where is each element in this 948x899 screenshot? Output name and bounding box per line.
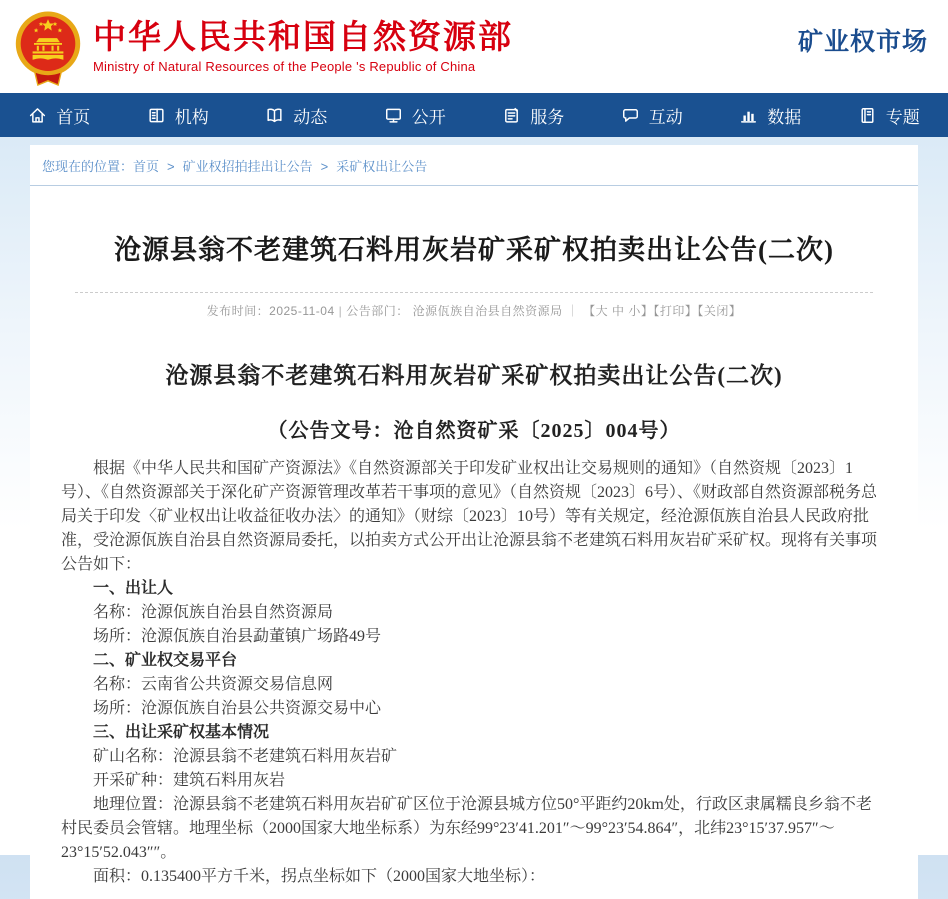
breadcrumb-separator: > — [167, 159, 175, 174]
nav-item-label: 互动 — [649, 103, 683, 128]
section-title: 矿业权市场 — [798, 22, 928, 58]
nav-item-topics[interactable] — [830, 93, 948, 137]
nav-item-label: 首页 — [56, 103, 90, 128]
home-icon — [28, 106, 47, 125]
breadcrumb-link-listing-notices[interactable]: 矿业权招拍挂出让公告 — [183, 159, 313, 174]
service-form-icon — [502, 106, 521, 125]
nav-item-label: 公开 — [412, 103, 446, 128]
nav-item-label: 服务 — [530, 103, 564, 128]
section-heading-seller: 一、出让人 — [61, 577, 887, 601]
site-subtitle: Ministry of Natural Resources of the People 's Republic of China — [93, 59, 513, 74]
nav-item-home[interactable] — [0, 93, 119, 137]
article-paragraph: 根据《中华人民共和国矿产资源法》《自然资源部关于印发矿业权出让交易规则的通知》（自然资规〔2023〕1号）、《自然资源部关于深化矿产资源管理改革若干事项的意见》（自然资规〔2023〕6号）、《财政部自然资源部税务总局关于印发〈矿业权出让收益征收办法〉的通知》（财综〔2023〕10号）等有关规定，经沧源佤族自治县人民政府批准，受沧源佤族自治县自然资源局委托，以拍卖方式公开出让沧源县翁不老建筑石料用灰岩矿采矿权。现将有关事项公告如下： — [61, 457, 887, 577]
meta-separator: | — [339, 304, 343, 318]
article-paragraph: 场所：沧源佤族自治县公共资源交易中心 — [61, 697, 887, 721]
nav-item-label: 动态 — [293, 103, 327, 128]
news-book-icon — [265, 106, 284, 125]
section-heading-basic-info: 三、出让采矿权基本情况 — [61, 721, 887, 745]
site-header — [0, 0, 948, 93]
nav-item-data[interactable] — [711, 93, 830, 137]
nav-item-label: 数据 — [767, 103, 801, 128]
site-title: 中华人民共和国自然资源部 — [93, 19, 513, 55]
nav-item-label: 专题 — [886, 103, 920, 128]
breadcrumb-link-home[interactable]: 首页 — [133, 159, 159, 174]
breadcrumb-link-current[interactable]: 采矿权出让公告 — [336, 159, 427, 174]
site-title-block — [93, 19, 513, 73]
article-paragraph: 面积：0.135400平方千米，拐点坐标如下（2000国家大地坐标）： — [61, 865, 887, 889]
chat-bubble-icon — [621, 106, 640, 125]
breadcrumb — [30, 145, 918, 186]
font-size-controls[interactable]: 【大 中 小】 — [583, 304, 653, 318]
nav-item-organization[interactable] — [119, 93, 238, 137]
topics-book-icon — [858, 106, 877, 125]
monitor-icon — [384, 106, 403, 125]
article-body — [30, 457, 918, 889]
nav-item-news[interactable] — [237, 93, 356, 137]
section-heading-platform: 二、矿业权交易平台 — [61, 649, 887, 673]
publish-time-label: 发布时间： — [207, 304, 270, 318]
dept-label: 公告部门： — [346, 304, 409, 318]
main-navbar — [0, 93, 948, 137]
article-title: 沧源县翁不老建筑石料用灰岩矿采矿权拍卖出让公告(二次) — [70, 357, 878, 390]
dept-value: 沧源佤族自治县自然资源局 — [413, 304, 563, 318]
page-title: 沧源县翁不老建筑石料用灰岩矿采矿权拍卖出让公告(二次) — [70, 228, 878, 267]
close-button[interactable]: 【关闭】 — [697, 304, 741, 318]
nav-item-service[interactable] — [474, 93, 593, 137]
article-paragraph: 矿山名称：沧源县翁不老建筑石料用灰岩矿 — [61, 745, 887, 769]
nav-item-public[interactable] — [356, 93, 475, 137]
doc-number: （公告文号：沧自然资矿采〔2025〕004号） — [30, 414, 918, 443]
article-meta — [30, 302, 918, 319]
publish-time-value: 2025-11-04 — [269, 304, 335, 318]
article-paragraph: 名称：沧源佤族自治县自然资源局 — [61, 601, 887, 625]
article-paragraph: 场所：沧源佤族自治县勐董镇广场路49号 — [61, 625, 887, 649]
title-divider — [75, 292, 873, 293]
article-paragraph: 地理位置：沧源县翁不老建筑石料用灰岩矿矿区位于沧源县城方位50°平距约20km处，行政区隶属糯良乡翁不老村民委员会管辖。地理坐标（2000国家大地坐标系）为东经99°23′41.201″～99°23′54.864″，北纬23°15′37.957″～23°15′52.043″″。 — [61, 793, 887, 865]
organization-icon — [147, 106, 166, 125]
breadcrumb-separator: > — [321, 159, 329, 174]
nav-item-interact[interactable] — [593, 93, 712, 137]
national-emblem-icon — [13, 9, 83, 91]
bar-chart-icon — [739, 106, 758, 125]
nav-item-label: 机构 — [175, 103, 209, 128]
meta-separator: ｜ — [567, 304, 580, 318]
article-paragraph: 开采矿种：建筑石料用灰岩 — [61, 769, 887, 793]
article-paragraph: 名称：云南省公共资源交易信息网 — [61, 673, 887, 697]
content-panel — [30, 145, 918, 899]
print-button[interactable]: 【打印】 — [653, 304, 697, 318]
breadcrumb-prefix: 您现在的位置： — [42, 159, 133, 174]
